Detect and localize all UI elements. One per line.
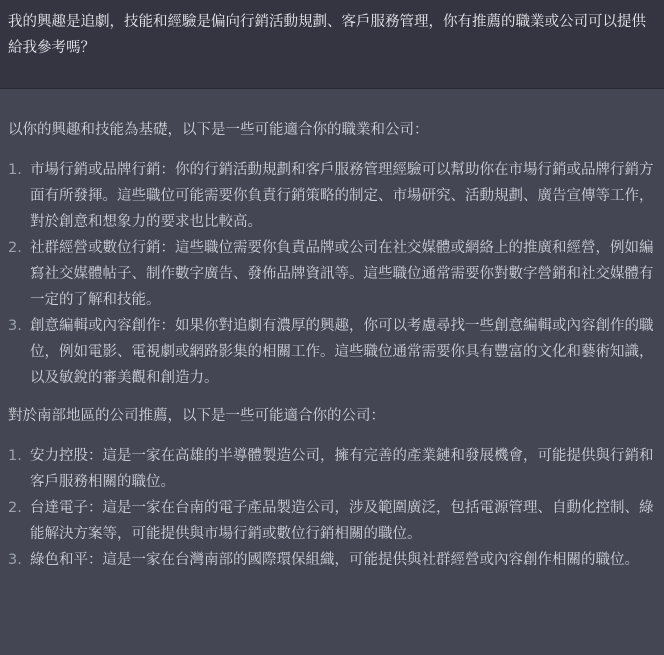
list-item [8, 547, 656, 573]
companies-intro: 對於南部地區的公司推薦，以下是一些可能適合你的公司： [8, 408, 385, 424]
list-number: 2. [8, 500, 22, 516]
list-item [8, 235, 656, 313]
list-item [8, 313, 656, 391]
user-message [0, 0, 664, 88]
list-item-text: 創意編輯或內容創作：如果你對追劇有濃厚的興趣，你可以考慮尋找一些創意編輯或內容創作的職位，例如電影、電視劇或網路影集的相關工作。這些職位通常需要你具有豐富的文化和藝術知識，以及敏銳的審美觀和創造力。 [30, 318, 654, 386]
list-item-text: 綠色和平：這是一家在台灣南部的國際環保組織，可能提供與社群經營或內容創作相關的職位。 [30, 552, 639, 568]
list-item-text: 台達電子：這是一家在台南的電子產品製造公司，涉及範圍廣泛，包括電源管理、自動化控制、綠能解決方案等，可能提供與市場行銷或數位行銷相關的職位。 [30, 500, 654, 542]
list-item [8, 495, 656, 547]
user-message-text: 我的興趣是追劇，技能和經驗是偏向行銷活動規劃、客戶服務管理，你有推薦的職業或公司可以提供給我參考嗎？ [8, 14, 646, 56]
list-number: 3. [8, 318, 22, 334]
assistant-intro: 以你的興趣和技能為基礎，以下是一些可能適合你的職業和公司： [8, 122, 429, 138]
list-number: 1. [8, 448, 22, 464]
company-list [8, 443, 656, 573]
list-number: 1. [8, 162, 22, 178]
list-item-text: 安力控股：這是一家在高雄的半導體製造公司，擁有完善的產業鏈和發展機會，可能提供與行銷和客戶服務相關的職位。 [30, 448, 654, 490]
list-number: 3. [8, 552, 22, 568]
list-item-text: 社群經營或數位行銷：這些職位需要你負責品牌或公司在社交媒體或網絡上的推廣和經營，例如編寫社交媒體帖子、制作數字廣告、發佈品牌資訊等。這些職位通常需要你對數字營銷和社交媒體有一定的了解和技能。 [30, 240, 654, 308]
list-item [8, 443, 656, 495]
list-item [8, 157, 656, 235]
assistant-message [0, 89, 664, 573]
list-item-text: 市場行銷或品牌行銷：你的行銷活動規劃和客戶服務管理經驗可以幫助你在市場行銷或品牌行銷方面有所發揮。這些職位可能需要你負責行銷策略的制定、市場研究、活動規劃、廣告宣傳等工作，對於創意和想象力的要求也比較高。 [30, 162, 654, 230]
list-number: 2. [8, 240, 22, 256]
career-list [8, 157, 656, 391]
